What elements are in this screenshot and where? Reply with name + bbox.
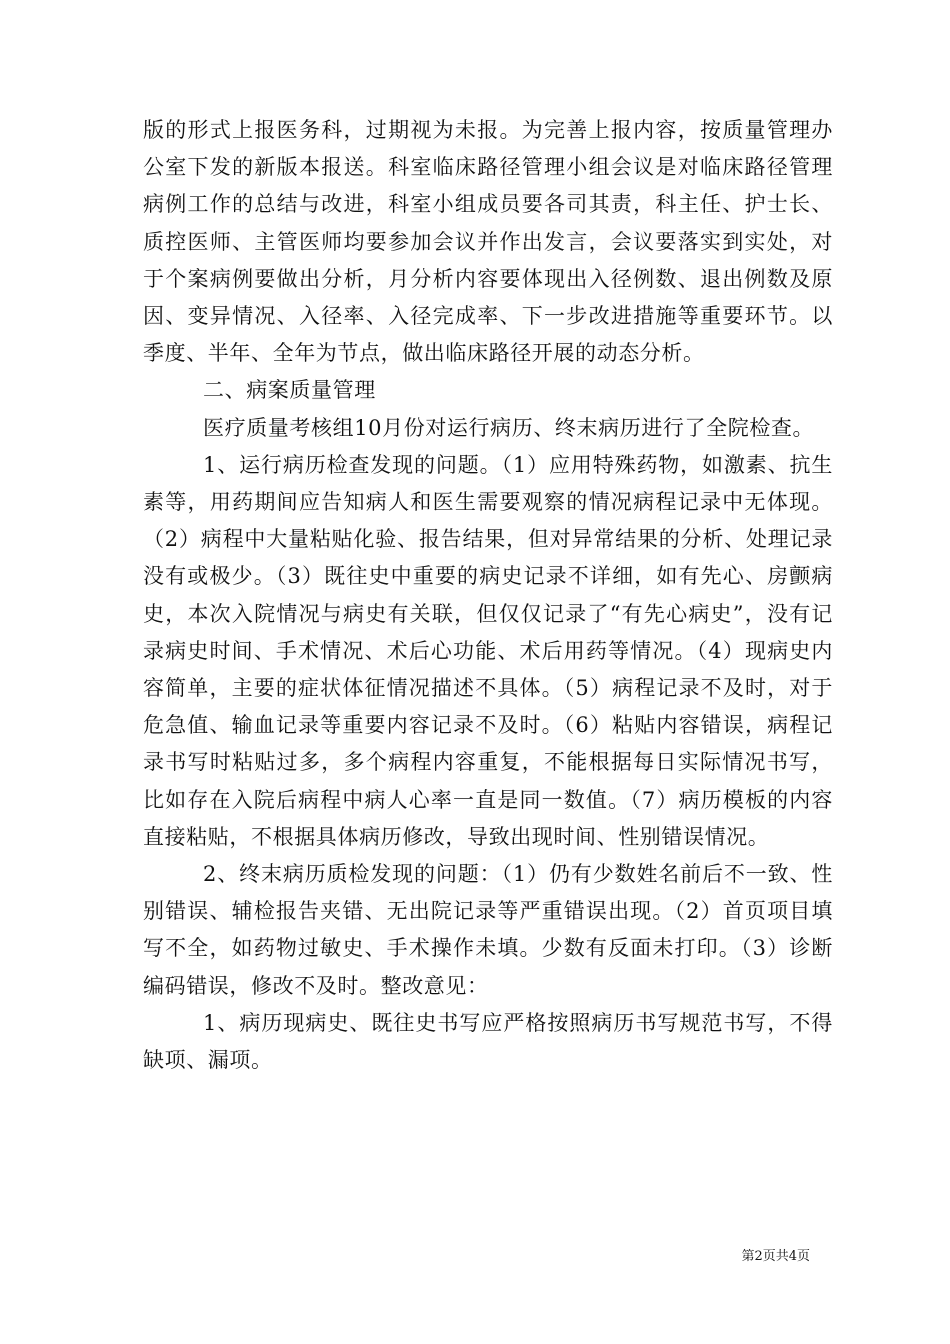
paragraph-clinical-pathway-report: 版的形式上报医务科，过期视为未报。为完善上报内容，按质量管理办公室下发的新版本报送。科室临床路径管理小组会议是对临床路径管理病例工作的总结与改进，科室小组成员要各司其责，科主任、护士长、质控医师、主管医师均要参加会议并作出发言，会议要落实到实处，对于个案病例要做出分析，月分析内容要体现出入径例数、退出例数及原因、变异情况、入径率、入径完成率、下一步改进措施等重要环节。以季度、半年、全年为节点，做出临床路径开展的动态分析。: [143, 118, 833, 366]
paragraph-running-records-issues: 1、运行病历检查发现的问题。（1）应用特殊药物，如激素、抗生素等，用药期间应告知病人和医生需要观察的情况病程记录中无体现。（2）病程中大量粘贴化验、报告结果，但对异常结果的分析、处理记录没有或极少。（3）既往史中重要的病史记录不详细，如有先心、房颤病史，本次入院情况与病史有关联，但仅仅记录了“有先心病史”，没有记录病史时间、手术情况、术后心功能、术后用药等情况。（4）现病史内容简单，主要的症状体征情况描述不具体。（5）病程记录不及时，对于危急值、输血记录等重要内容记录不及时。（6）粘贴内容错误，病程记录书写时粘贴过多，多个病程内容重复，不能根据每日实际情况书写，比如存在入院后病程中病人心率一直是同一数值。（7）病历模板的内容直接粘贴，不根据具体病历修改，导致出现时间、性别错误情况。: [143, 452, 833, 849]
section-heading-medical-record-quality: 二、病案质量管理: [203, 378, 376, 403]
paragraph-final-records-issues: 2、终末病历质检发现的问题：（1）仍有少数姓名前后不一致、性别错误、辅检报告夹错、无出院记录等严重错误出现。（2）首页项目填写不全，如药物过敏史、手术操作未填。少数有反面未打印。（3）诊断编码错误，修改不及时。整改意见：: [143, 862, 833, 998]
paragraph-rectification-item-1: 1、病历现病史、既往史书写应严格按照病历书写规范书写，不得缺项、漏项。: [143, 1010, 833, 1073]
page-number: 第2页共4页: [741, 1249, 810, 1264]
paragraph-inspection-intro: 医疗质量考核组10月份对运行病历、终末病历进行了全院检查。: [203, 415, 815, 440]
document-body: [143, 112, 833, 1079]
